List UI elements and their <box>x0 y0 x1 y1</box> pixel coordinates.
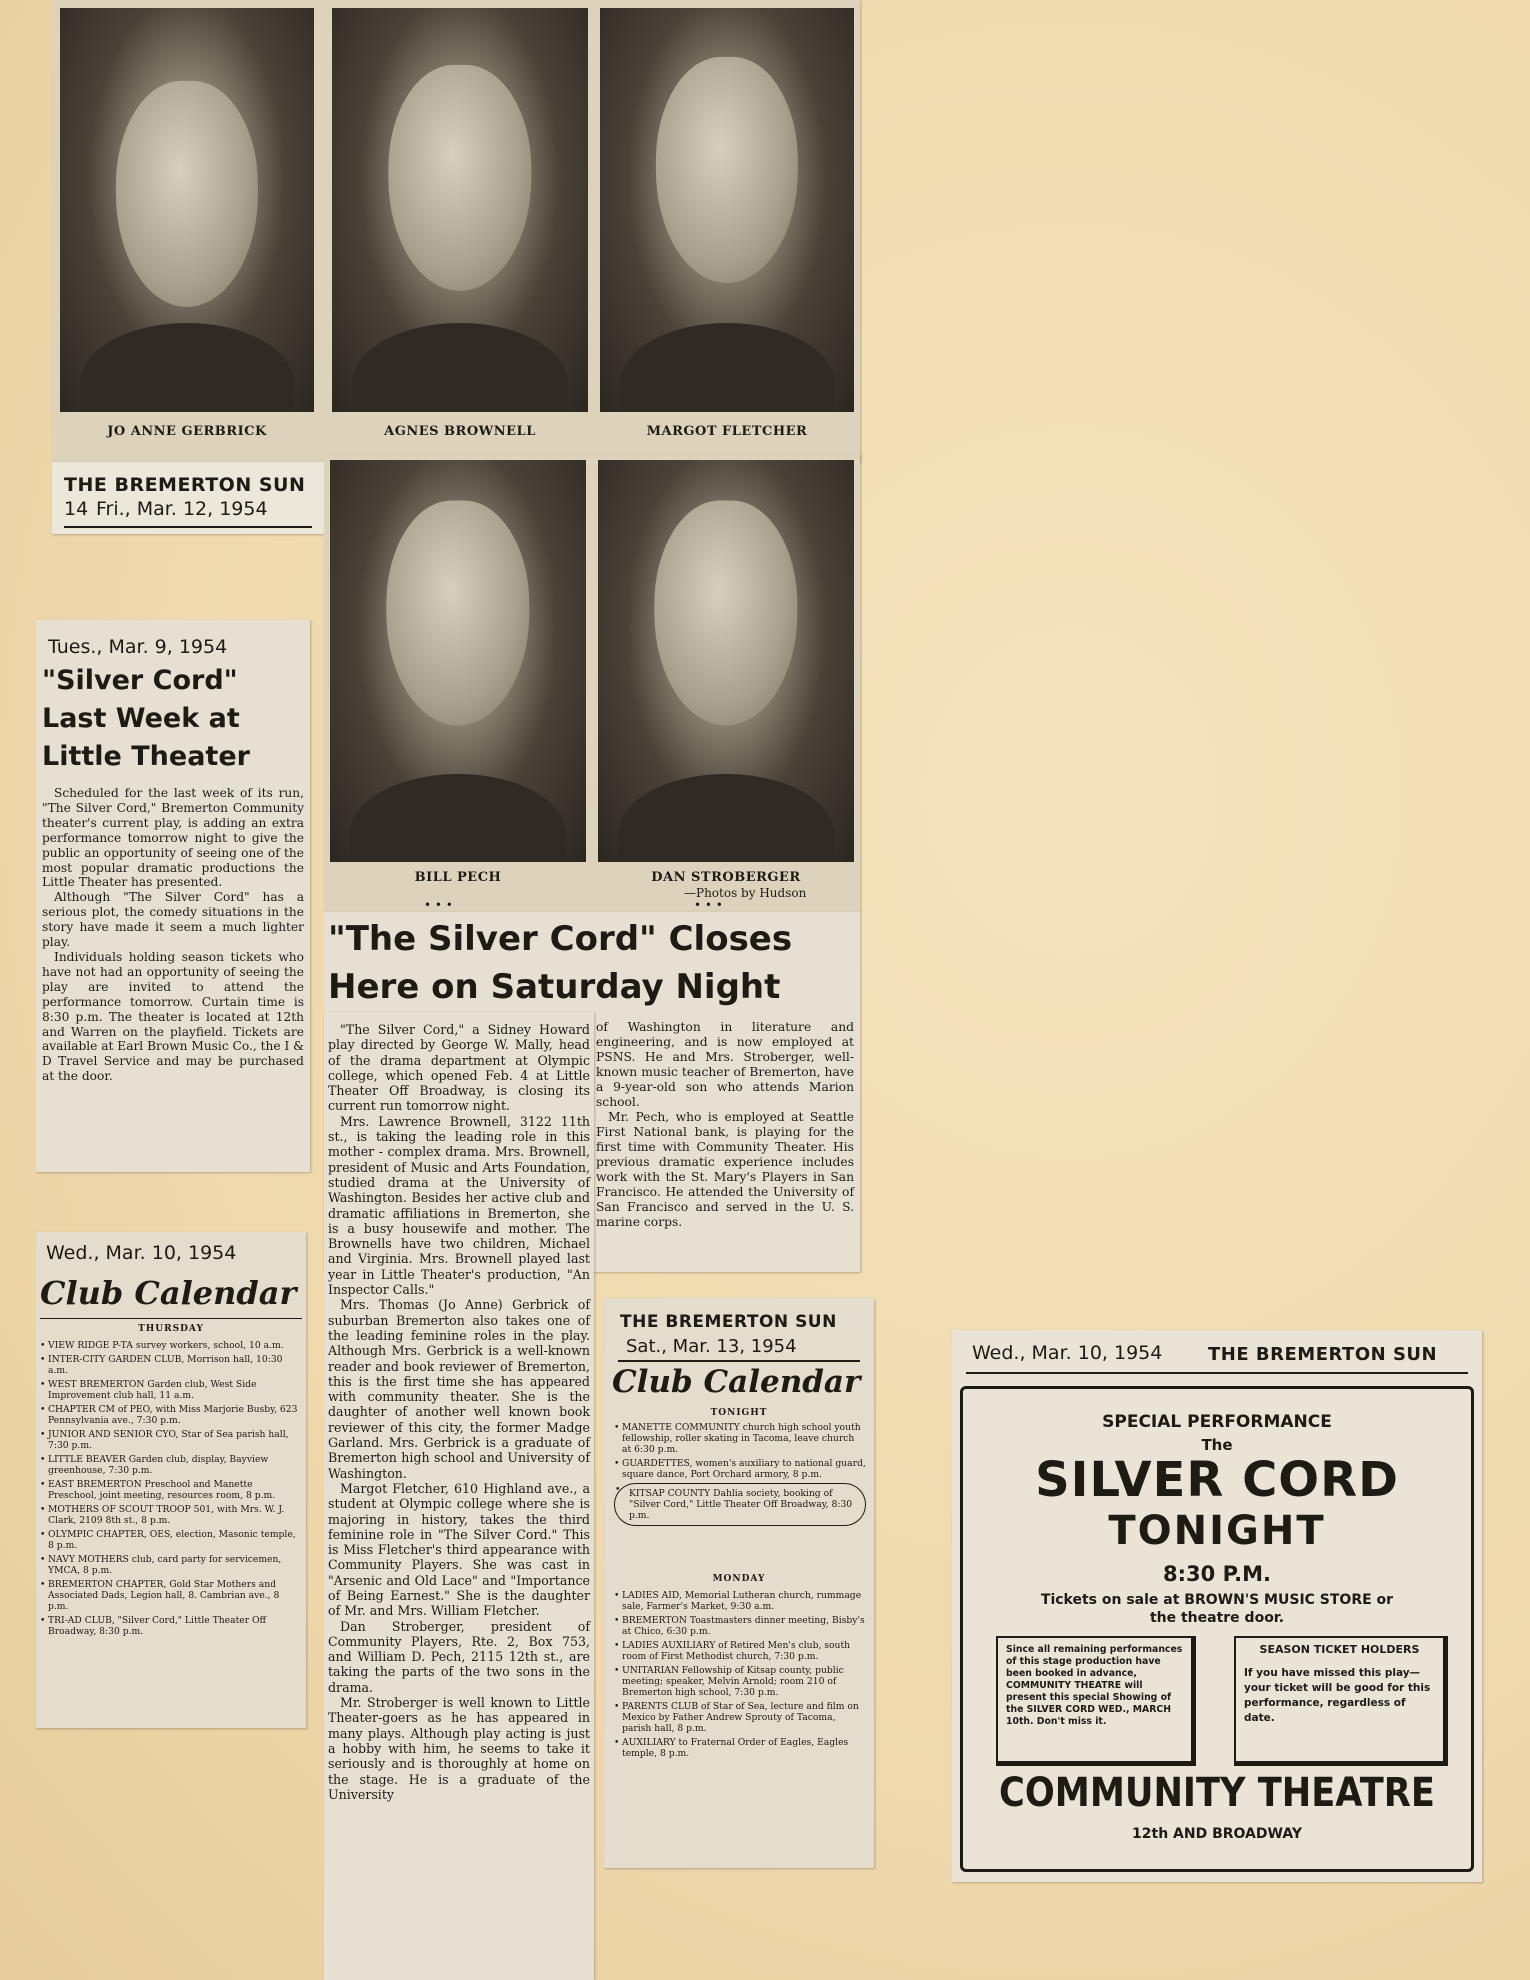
list-item: • LITTLE BEAVER Garden club, display, Bayview greenhouse, 7:30 p.m. <box>40 1454 302 1476</box>
calendar-day-heading: MONDAY <box>712 1574 766 1584</box>
calendar-day-heading: THURSDAY <box>138 1324 204 1334</box>
ad-notice-text: Since all remaining performances of this stage production have been booked in advance, COMMUNITY THEATRE will present this special Showing of the SILVER CORD WED., MARCH 10th. Don't miss it. <box>1006 1644 1183 1727</box>
special-performance-ad-clipping <box>952 1330 1482 1882</box>
ad-the: The <box>1201 1436 1233 1454</box>
portrait-margot-fletcher <box>600 8 854 412</box>
article-last-week-clipping <box>36 620 310 1172</box>
ad-season-title: SEASON TICKET HOLDERS <box>1259 1643 1420 1656</box>
paragraph: Although "The Silver Cord" has a serious plot, the comedy situations in the story have made it seem a much lighter play. <box>42 890 304 950</box>
portrait-dan-stroberger <box>598 460 854 862</box>
photo-clipping-bottom <box>324 454 860 912</box>
ad-footer: COMMUNITY THEATRE <box>999 1770 1435 1816</box>
ad-notice-box <box>996 1636 1196 1766</box>
ad-time: 8:30 P.M. <box>1163 1562 1271 1586</box>
list-item: • INTER-CITY GARDEN CLUB, Morrison hall, 10:30 a.m. <box>40 1354 302 1376</box>
dateline: Tues., Mar. 9, 1954 <box>48 636 228 658</box>
masthead: THE BREMERTON SUN <box>1208 1344 1438 1365</box>
masthead: THE BREMERTON SUN <box>64 474 306 496</box>
main-headline-line-2: Here on Saturday Night <box>328 967 781 1007</box>
list-item: • CHAPTER CM of PEO, with Miss Marjorie Busby, 623 Pennsylvania ave., 7:30 p.m. <box>40 1404 302 1426</box>
headline-line-1: "Silver Cord" <box>42 665 238 696</box>
paragraph: "The Silver Cord," a Sidney Howard play directed by George W. Mally, head of the drama department at Olympic college, which opened Feb. 4 at Little Theater Off Broadway, is closing its current run tomorrow night. <box>328 1022 590 1114</box>
paragraph: Mrs. Thomas (Jo Anne) Gerbrick of suburban Bremerton also takes one of the leading feminine roles in the play. Although Mrs. Gerbrick is a well-known reader and book reviewer of Bremerton, this is the first time she has appeared with community theater. She is the daughter of another well known book reviewer of this city, the former Madge Garland. Mrs. Gerbrick is a graduate of Bremerton high school and University of Washington. <box>328 1297 590 1481</box>
ad-tonight: TONIGHT <box>1108 1508 1326 1554</box>
list-item: • WEST BREMERTON Garden club, West Side Improvement club hall, 11 a.m. <box>40 1379 302 1401</box>
ad-season-box <box>1234 1636 1448 1766</box>
calendar-day-heading: TONIGHT <box>710 1408 768 1418</box>
list-item: • GUARDETTES, women's auxiliary to national guard, square dance, Port Orchard armory, 8 p.m. <box>614 1458 866 1480</box>
list-item: • AUXILIARY to Fraternal Order of Eagles, Eagles temple, 8 p.m. <box>614 1737 866 1759</box>
list-item: • VIEW RIDGE P-TA survey workers, school, 10 a.m. <box>40 1340 302 1351</box>
dateline: Sat., Mar. 13, 1954 <box>626 1336 797 1357</box>
photo-credit: —Photos by Hudson <box>684 886 807 900</box>
calendar-title: Club Calendar <box>612 1364 861 1400</box>
main-headline-line-1: "The Silver Cord" Closes <box>328 919 793 959</box>
portrait-bill-pech <box>330 460 586 862</box>
paragraph: Margot Fletcher, 610 Highland ave., a student at Olympic college where she is majoring in history, takes the third feminine role in "The Silver Cord." This is Miss Fletcher's third appearance with Community Players. She was cast in "Arsenic and Old Lace" and "Importance of Being Earnest." She is the daughter of Mr. and Mrs. William Fletcher. <box>328 1480 590 1619</box>
paragraph: Dan Stroberger, president of Community Players, Rte. 2, Box 753, and William D. Pech, 2115 12th st., are taking the parts of the two sons in the drama. <box>328 1618 590 1695</box>
calendar-title: Club Calendar <box>40 1274 297 1312</box>
portrait-agnes-brownell <box>332 8 588 412</box>
portrait-jo-anne-gerbrick <box>60 8 314 412</box>
caption-margot-fletcher: MARGOT FLETCHER <box>646 424 808 439</box>
ad-tickets-line-1: Tickets on sale at BROWN'S MUSIC STORE or <box>1040 1592 1394 1608</box>
separator-dots: • • • <box>694 898 723 912</box>
caption-bill-pech: BILL PECH <box>414 870 502 885</box>
list-item: • MANETTE COMMUNITY church high school youth fellowship, roller skating in Tacoma, leave church at 6:30 p.m. <box>614 1422 866 1455</box>
list-item: • LADIES AID, Memorial Lutheran church, rummage sale, Farmer's Market, 9:30 a.m. <box>614 1590 866 1612</box>
list-item: • PARENTS CLUB of Star of Sea, lecture and film on Mexico by Father Andrew Sprouty of Tacoma, parish hall, 8 p.m. <box>614 1701 866 1734</box>
paragraph: Mr. Stroberger is well known to Little Theater-goers as he has appeared in many plays. Although play acting is just a hobby with him, he seems to take it seriously and is thoroughly at home on the stage. He is a graduate of the University <box>328 1695 590 1802</box>
caption-agnes-brownell: AGNES BROWNELL <box>384 424 536 439</box>
list-item: • EAST BREMERTON Preschool and Manette Preschool, joint meeting, resources room, 8 p.m. <box>40 1479 302 1501</box>
dateline: Wed., Mar. 10, 1954 <box>46 1242 237 1264</box>
calendar-list <box>40 1340 302 1640</box>
separator-dots: • • • <box>424 898 453 912</box>
headline-line-2: Last Week at <box>42 703 240 734</box>
paragraph: Scheduled for the last week of its run, "The Silver Cord," Bremerton Community theater's current play, is adding an extra performance tomorrow night to give the public an opportunity of seeing one of the most popular dramatic productions the Little Theater has presented. <box>42 786 304 890</box>
caption-jo-anne-gerbrick: JO ANNE GERBRICK <box>107 424 267 439</box>
list-item: • UNITARIAN Fellowship of Kitsap county, public meeting; speaker, Melvin Arnold; room 210 of Bremerton high school, 7:30 p.m. <box>614 1665 866 1698</box>
masthead: THE BREMERTON SUN <box>620 1312 837 1332</box>
list-item: • NAVY MOTHERS club, card party for servicemen, YMCA, 8 p.m. <box>40 1554 302 1576</box>
list-item: • BREMERTON CHAPTER, Gold Star Mothers and Associated Dads, Legion hall, 8. Cambrian ave., 8 p.m. <box>40 1579 302 1612</box>
club-calendar-wed-clipping <box>36 1232 306 1728</box>
paragraph: Individuals holding season tickets who have not had an opportunity of seeing the play are invited to attend the performance tomorrow. Curtain time is 8:30 p.m. The theater is located at 12th and Warren on the playfield. Tickets are available at Earl Brown Music Co., the I & D Travel Service and may be purchased at the door. <box>42 949 304 1084</box>
page-number: 14 <box>64 498 89 520</box>
list-item: • BREMERTON Toastmasters dinner meeting, Bisby's at Chico, 6:30 p.m. <box>614 1615 866 1637</box>
list-item: • TRI-AD CLUB, "Silver Cord," Little Theater Off Broadway, 8:30 p.m. <box>40 1615 302 1637</box>
ad-address: 12th AND BROADWAY <box>1132 1826 1302 1842</box>
calendar-list-monday <box>614 1590 866 1762</box>
paragraph: of Washington in literature and engineering, and is now employed at PSNS. He and Mrs. Stroberger, well-known music teacher of Bremerton, have a 9-year-old son who attends Marion school. <box>596 1020 854 1109</box>
article-main-col2 <box>596 1020 854 1230</box>
photo-clipping-top <box>52 0 860 462</box>
article-main-col1-clipping <box>324 1012 594 1980</box>
list-item: • OLYMPIC CHAPTER, OES, election, Masonic temple, 8 p.m. <box>40 1529 302 1551</box>
dateline: Wed., Mar. 10, 1954 <box>972 1342 1163 1364</box>
list-item: • KITSAP COUNTY Dahlia society, booking of "Silver Cord," Little Theater Off Broadway, 8:30 p.m. <box>614 1483 866 1526</box>
ad-season-text: If you have missed this play—your ticket will be good for this performance, regardless of date. <box>1244 1667 1431 1724</box>
paragraph: Mrs. Lawrence Brownell, 3122 11th st., is taking the leading role in this mother - complex drama. Mrs. Brownell, president of Music and Arts Foundation, studied drama at the University of Washington. Besides her active club and dramatic affiliations in Bremerton, she is a busy housewife and mother. The Brownells have two children, Michael and Virginia. Mrs. Brownell played last year in Little Theater's production, "An Inspector Calls." <box>328 1113 590 1298</box>
paragraph: Mr. Pech, who is employed at Seattle First National bank, is playing for the first time with Community Theater. His previous dramatic experience includes work with the St. Mary's Players in San Francisco. He attended the University of San Francisco and served in the U. S. marine corps. <box>596 1110 854 1229</box>
dateline: Fri., Mar. 12, 1954 <box>96 498 268 520</box>
calendar-list-tonight <box>614 1422 866 1529</box>
ad-title: SILVER CORD <box>1035 1452 1399 1508</box>
ad-tickets-line-2: the theatre door. <box>1149 1610 1285 1626</box>
list-item: • LADIES AUXILIARY of Retired Men's club, south room of First Methodist church, 7:30 p.m. <box>614 1640 866 1662</box>
article-body <box>42 786 304 1084</box>
club-calendar-sat-clipping <box>604 1298 874 1868</box>
article-main-col1 <box>328 1022 590 1802</box>
ad-special-performance: SPECIAL PERFORMANCE <box>1102 1412 1332 1432</box>
caption-dan-stroberger: DAN STROBERGER <box>651 870 801 885</box>
headline-line-3: Little Theater <box>42 741 250 772</box>
sun-header-clipping <box>52 462 324 534</box>
list-item: • MOTHERS OF SCOUT TROOP 501, with Mrs. W. J. Clark, 2109 8th st., 8 p.m. <box>40 1504 302 1526</box>
list-item: • JUNIOR AND SENIOR CYO, Star of Sea parish hall, 7:30 p.m. <box>40 1429 302 1451</box>
